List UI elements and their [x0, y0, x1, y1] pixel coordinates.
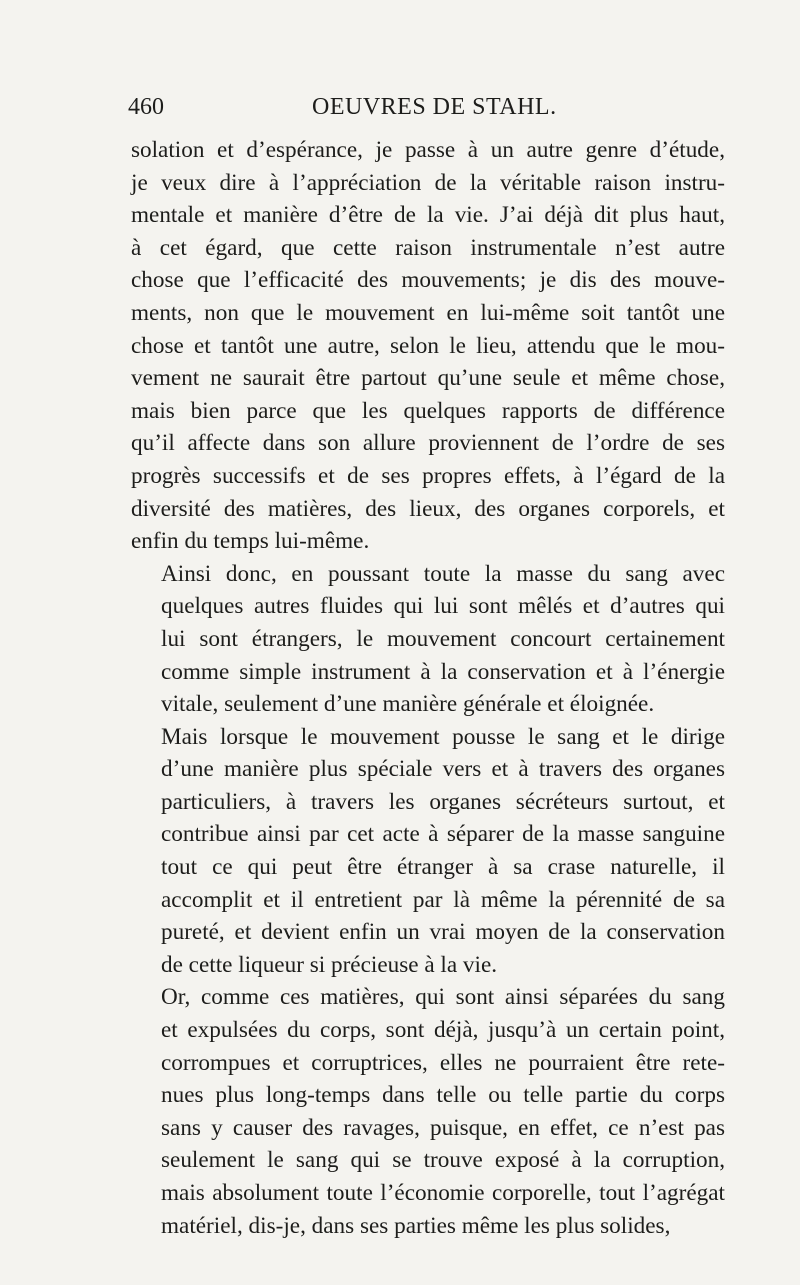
text-line: solation et d’espérance, je passe à un autre genre d’étude,: [131, 137, 725, 163]
paragraph-4: [131, 981, 725, 1242]
text-line: lui sont étrangers, le mouvement concourt certainement: [161, 625, 725, 652]
text-line: matériel, dis-je, dans ses parties même les plus solides,: [161, 1212, 671, 1239]
page-number: 460: [128, 94, 164, 120]
text-line: seulement le sang qui se trouve exposé à la corruption,: [161, 1147, 725, 1174]
text-line: de cette liqueur si précieuse à la vie.: [161, 951, 498, 978]
text-line: mais bien parce que les quelques rapports de différence: [131, 397, 725, 424]
paragraph-2: [131, 558, 725, 721]
text-line: chose que l’efficacité des mouvements; je dis des mouve-: [131, 267, 725, 294]
text-line: d’une manière plus spéciale vers et à travers des organes: [161, 756, 725, 783]
text-line: Mais lorsque le mouvement pousse le sang et le dirige: [161, 723, 725, 750]
text-line: pureté, et devient enfin un vrai moyen de la conservation: [161, 919, 725, 946]
paragraph-3: [131, 721, 725, 982]
text-line: chose et tantôt une autre, selon le lieu, attendu que le mou-: [131, 332, 725, 359]
text-line: ments, non que le mouvement en lui-même soit tantôt une: [131, 299, 725, 326]
page-header: [0, 94, 800, 124]
text-line: mais absolument toute l’économie corporelle, tout l’agrégat: [161, 1180, 725, 1206]
text-line: mentale et manière d’être de la vie. J’ai déjà dit plus haut,: [131, 202, 725, 229]
text-line: progrès successifs et de ses propres effets, à l’égard de la: [131, 462, 725, 489]
text-line: quelques autres fluides qui lui sont mêlés et d’autres qui: [161, 593, 725, 620]
text-line: contribue ainsi par cet acte à séparer de la masse sanguine: [161, 821, 725, 848]
body-text: [131, 134, 725, 1242]
text-line: comme simple instrument à la conservation et à l’énergie: [161, 658, 725, 685]
running-head: OEUVRES DE STAHL.: [312, 94, 557, 120]
text-line: accomplit et il entretient par là même la pérennité de sa: [161, 886, 725, 913]
text-line: vitale, seulement d’une manière générale et éloignée.: [161, 691, 655, 718]
paragraph-1: [131, 134, 725, 558]
text-line: Ainsi donc, en poussant toute la masse du sang avec: [161, 560, 725, 587]
text-line: à cet égard, que cette raison instrumentale n’est autre: [131, 234, 725, 261]
text-line: qu’il affecte dans son allure proviennent de l’ordre de ses: [131, 430, 725, 457]
text-line: corrompues et corruptrices, elles ne pourraient être rete-: [161, 1049, 725, 1076]
text-line: Or, comme ces matières, qui sont ainsi séparées du sang: [161, 984, 725, 1011]
text-line: diversité des matières, des lieux, des organes corporels, et: [131, 495, 725, 522]
text-line: tout ce qui peut être étranger à sa crase naturelle, il: [161, 854, 725, 881]
text-line: je veux dire à l’appréciation de la véritable raison instru-: [131, 169, 725, 196]
text-line: nues plus long-temps dans telle ou telle partie du corps: [161, 1082, 725, 1109]
text-line: sans y causer des ravages, puisque, en effet, ce n’est pas: [161, 1114, 725, 1141]
text-line: vement ne saurait être partout qu’une seule et même chose,: [131, 365, 725, 392]
text-line: particuliers, à travers les organes sécréteurs surtout, et: [161, 788, 725, 815]
text-line: et expulsées du corps, sont déjà, jusqu’à un certain point,: [161, 1017, 725, 1044]
text-line: enfin du temps lui-même.: [131, 528, 370, 555]
